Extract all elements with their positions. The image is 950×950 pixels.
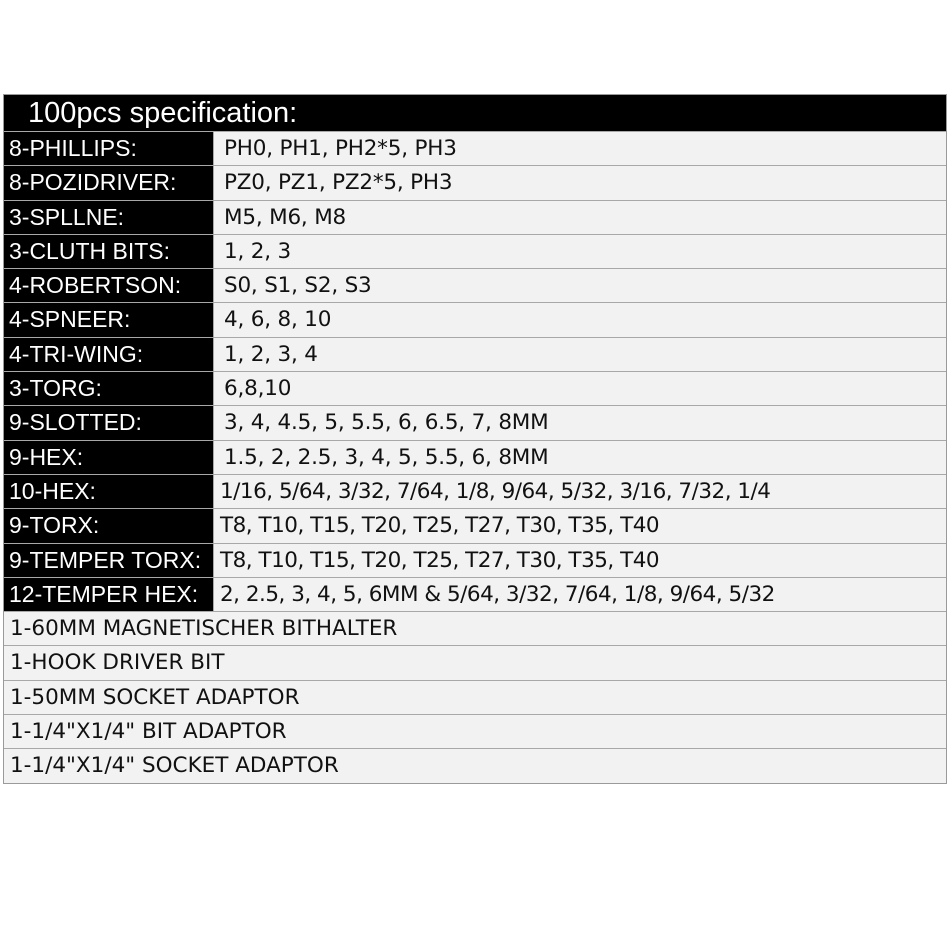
row-value: 1.5, 2, 2.5, 3, 4, 5, 5.5, 6, 8MM: [213, 441, 946, 474]
extra-item: 1-60MM MAGNETISCHER BITHALTER: [10, 616, 398, 642]
table-row: [4, 543, 946, 577]
row-value: PH0, PH1, PH2*5, PH3: [213, 132, 946, 165]
row-label: 4-TRI-WING:: [4, 338, 213, 371]
row-value: 4, 6, 8, 10: [213, 303, 946, 336]
row-label: 10-HEX:: [4, 475, 213, 508]
row-value: 3, 4, 4.5, 5, 5.5, 6, 6.5, 7, 8MM: [213, 406, 946, 439]
row-label: 8-PHILLIPS:: [4, 132, 213, 165]
table-row: [4, 200, 946, 234]
row-label: 12-TEMPER HEX:: [4, 578, 213, 611]
row-value: 1, 2, 3, 4: [213, 338, 946, 371]
row-value: T8, T10, T15, T20, T25, T27, T30, T35, T40: [213, 509, 946, 542]
table-row: [4, 577, 946, 611]
row-label: 8-POZIDRIVER:: [4, 166, 213, 199]
table-row: [4, 165, 946, 199]
table-row: [4, 474, 946, 508]
extra-item: 1-HOOK DRIVER BIT: [10, 650, 225, 676]
table-row: [4, 405, 946, 439]
table-row: [4, 268, 946, 302]
table-row: [4, 131, 946, 165]
row-value: 1, 2, 3: [213, 235, 946, 268]
row-value: 1/16, 5/64, 3/32, 7/64, 1/8, 9/64, 5/32, 3/16, 7/32, 1/4: [213, 475, 946, 508]
extra-item: 1-1/4"X1/4" SOCKET ADAPTOR: [10, 753, 339, 779]
table-row: [4, 234, 946, 268]
row-label: 9-HEX:: [4, 441, 213, 474]
table-title: 100pcs specification:: [4, 95, 946, 131]
extra-item-row: [4, 714, 946, 748]
row-value: 6,8,10: [213, 372, 946, 405]
extra-item: 1-1/4"X1/4" BIT ADAPTOR: [10, 719, 287, 745]
row-label: 4-SPNEER:: [4, 303, 213, 336]
row-label: 3-SPLLNE:: [4, 201, 213, 234]
extra-item-row: [4, 611, 946, 645]
extra-item-row: [4, 748, 946, 782]
row-value: 2, 2.5, 3, 4, 5, 6MM & 5/64, 3/32, 7/64, 1/8, 9/64, 5/32: [213, 578, 946, 611]
specification-table: [3, 94, 947, 784]
table-row: [4, 371, 946, 405]
table-row: [4, 337, 946, 371]
table-row: [4, 302, 946, 336]
extra-item-row: [4, 645, 946, 679]
row-label: 9-TEMPER TORX:: [4, 544, 213, 577]
row-value: S0, S1, S2, S3: [213, 269, 946, 302]
table-row: [4, 508, 946, 542]
row-value: T8, T10, T15, T20, T25, T27, T30, T35, T40: [213, 544, 946, 577]
extra-item: 1-50MM SOCKET ADAPTOR: [10, 684, 300, 710]
row-label: 3-CLUTH BITS:: [4, 235, 213, 268]
row-label: 9-TORX:: [4, 509, 213, 542]
row-value: M5, M6, M8: [213, 201, 946, 234]
extra-item-row: [4, 680, 946, 714]
row-label: 3-TORG:: [4, 372, 213, 405]
table-row: [4, 440, 946, 474]
row-label: 9-SLOTTED:: [4, 406, 213, 439]
row-value: PZ0, PZ1, PZ2*5, PH3: [213, 166, 946, 199]
row-label: 4-ROBERTSON:: [4, 269, 213, 302]
